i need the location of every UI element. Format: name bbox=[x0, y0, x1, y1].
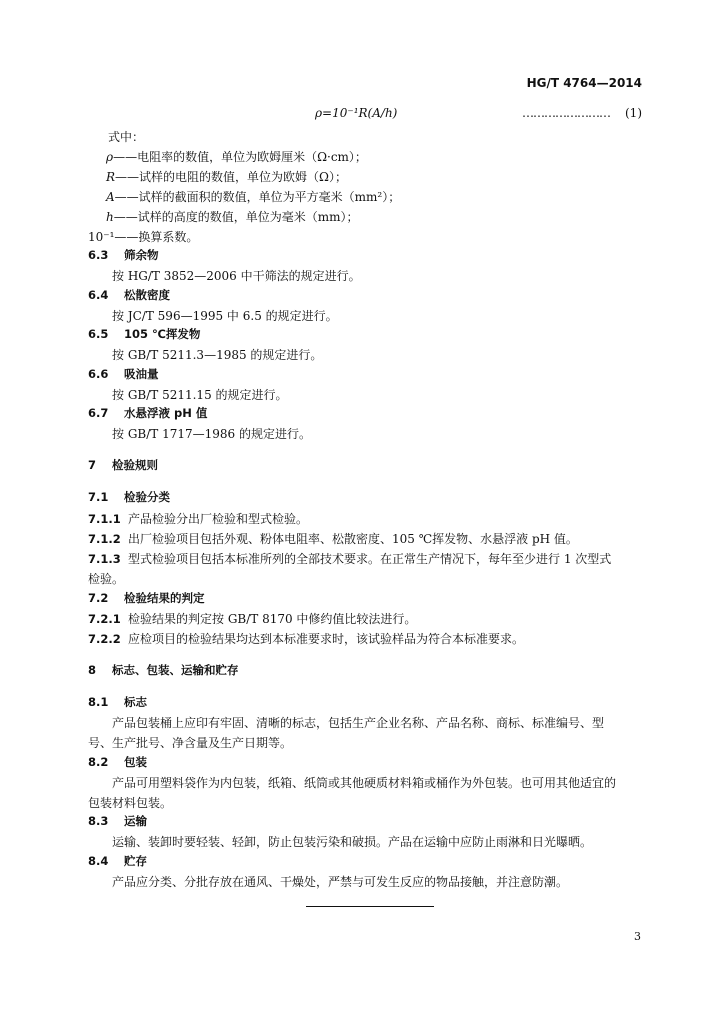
chapter-title: 标志、包装、运输和贮存 bbox=[112, 663, 239, 677]
clause bbox=[88, 530, 578, 547]
section-title: 水悬浮液 pH 值 bbox=[124, 406, 208, 420]
chapter-number: 8 bbox=[88, 663, 97, 677]
clause-continuation: 检验。 bbox=[88, 572, 125, 586]
where-item bbox=[88, 228, 198, 245]
where-symbol: ρ bbox=[106, 150, 114, 164]
clause-text: 应检项目的检验结果均达到本标准要求时，该试验样品为符合本标准要求。 bbox=[128, 632, 525, 646]
clause-number: 7.2.2 bbox=[88, 632, 121, 646]
paragraph-line: 产品包装桶上应印有牢固、清晰的标志，包括生产企业名称、产品名称、商标、标准编号、型 bbox=[112, 716, 605, 730]
section-title: 检验分类 bbox=[124, 490, 170, 504]
section-number: 8.1 bbox=[88, 695, 109, 709]
section-title: 标志 bbox=[124, 695, 147, 709]
section-heading bbox=[88, 405, 207, 421]
clause-text: 检验结果的判定按 GB/T 8170 中修约值比较法进行。 bbox=[128, 612, 417, 626]
where-intro: 式中： bbox=[108, 130, 145, 144]
paragraph-line: 号、生产批号、净含量及生产日期等。 bbox=[88, 736, 293, 750]
section-heading bbox=[88, 287, 170, 303]
paragraph-line: 产品可用塑料袋作为内包装，纸箱、纸筒或其他硬质材料箱或桶作为外包装。也可用其他适宜的 bbox=[112, 776, 617, 790]
clause bbox=[88, 630, 524, 647]
chapter-number: 7 bbox=[88, 458, 97, 472]
where-text: ——试样的电阻的数值，单位为欧姆（Ω）； bbox=[115, 170, 347, 184]
where-symbol: A bbox=[106, 190, 115, 204]
chapter-title: 检验规则 bbox=[112, 458, 158, 472]
clause bbox=[88, 550, 611, 567]
where-text: ——换算系数。 bbox=[114, 230, 199, 244]
section-title: 检验结果的判定 bbox=[124, 591, 205, 605]
clause bbox=[88, 510, 308, 527]
section-title: 运输 bbox=[124, 814, 147, 828]
where-text: ——试样的截面积的数值，单位为平方毫米（mm²）； bbox=[114, 190, 401, 204]
clause-text: 型式检验项目包括本标准所列的全部技术要求。在正常生产情况下，每年至少进行 1 次型式 bbox=[128, 552, 612, 566]
section-heading bbox=[88, 326, 200, 342]
standard-code: HG/T 4764—2014 bbox=[526, 76, 642, 90]
clause-number: 7.1.2 bbox=[88, 532, 121, 546]
chapter-heading bbox=[88, 457, 158, 473]
section-number: 6.7 bbox=[88, 406, 109, 420]
section-number: 6.3 bbox=[88, 248, 109, 262]
section-title: 松散密度 bbox=[124, 288, 170, 302]
section-body: 按 GB/T 1717—1986 的规定进行。 bbox=[112, 427, 311, 441]
page-number: 3 bbox=[634, 930, 641, 943]
clause-number: 7.1.1 bbox=[88, 512, 121, 526]
paragraph-line: 产品应分类、分批存放在通风、干燥处，严禁与可发生反应的物品接触，并注意防潮。 bbox=[112, 875, 569, 889]
section-heading bbox=[88, 247, 159, 263]
section-number: 8.4 bbox=[88, 854, 109, 868]
chapter-heading bbox=[88, 662, 239, 678]
section-title: 筛余物 bbox=[124, 248, 159, 262]
clause-text: 出厂检验项目包括外观、粉体电阻率、松散密度、105 ℃挥发物、水悬浮液 pH 值。 bbox=[128, 532, 578, 546]
where-item bbox=[106, 208, 359, 225]
section-number: 8.2 bbox=[88, 755, 109, 769]
section-number: 8.3 bbox=[88, 814, 109, 828]
section-heading bbox=[88, 853, 147, 869]
section-body: 按 GB/T 5211.3—1985 的规定进行。 bbox=[112, 348, 323, 362]
formula-leader: …………………… bbox=[522, 106, 610, 120]
where-text: ——电阻率的数值，单位为欧姆厘米（Ω·cm）； bbox=[113, 150, 367, 164]
section-heading bbox=[88, 813, 147, 829]
clause bbox=[88, 610, 416, 627]
section-body: 按 GB/T 5211.15 的规定进行。 bbox=[112, 388, 288, 402]
formula-number: (1) bbox=[625, 106, 642, 120]
section-heading bbox=[88, 489, 170, 505]
clause-number: 7.2.1 bbox=[88, 612, 121, 626]
formula-expression: ρ=10⁻¹R(A/h) bbox=[315, 106, 398, 120]
section-number: 6.5 bbox=[88, 327, 109, 341]
end-rule bbox=[306, 906, 434, 907]
section-number: 7.1 bbox=[88, 490, 109, 504]
where-symbol: R bbox=[106, 170, 116, 184]
section-heading bbox=[88, 754, 147, 770]
paragraph-line: 包装材料包装。 bbox=[88, 796, 173, 810]
clause-number: 7.1.3 bbox=[88, 552, 121, 566]
where-item bbox=[106, 188, 400, 205]
where-item bbox=[106, 148, 367, 165]
section-number: 6.4 bbox=[88, 288, 109, 302]
section-heading bbox=[88, 694, 147, 710]
section-title: 105 ℃挥发物 bbox=[124, 327, 201, 341]
section-title: 吸油量 bbox=[124, 367, 159, 381]
section-number: 6.6 bbox=[88, 367, 109, 381]
section-title: 包装 bbox=[124, 755, 147, 769]
section-heading bbox=[88, 366, 159, 382]
where-text: ——试样的高度的数值，单位为毫米（mm）； bbox=[113, 210, 359, 224]
section-number: 7.2 bbox=[88, 591, 109, 605]
where-symbol: 10⁻¹ bbox=[88, 230, 115, 244]
where-symbol: h bbox=[106, 210, 114, 224]
clause-text: 产品检验分出厂检验和型式检验。 bbox=[128, 512, 309, 526]
where-item bbox=[106, 168, 347, 185]
section-body: 按 HG/T 3852—2006 中干筛法的规定进行。 bbox=[112, 269, 361, 283]
section-body: 按 JC/T 596—1995 中 6.5 的规定进行。 bbox=[112, 309, 338, 323]
paragraph-line: 运输、装卸时要轻装、轻卸，防止包装污染和破损。产品在运输中应防止雨淋和日光曝晒。 bbox=[112, 835, 593, 849]
section-heading bbox=[88, 590, 205, 606]
section-title: 贮存 bbox=[124, 854, 147, 868]
